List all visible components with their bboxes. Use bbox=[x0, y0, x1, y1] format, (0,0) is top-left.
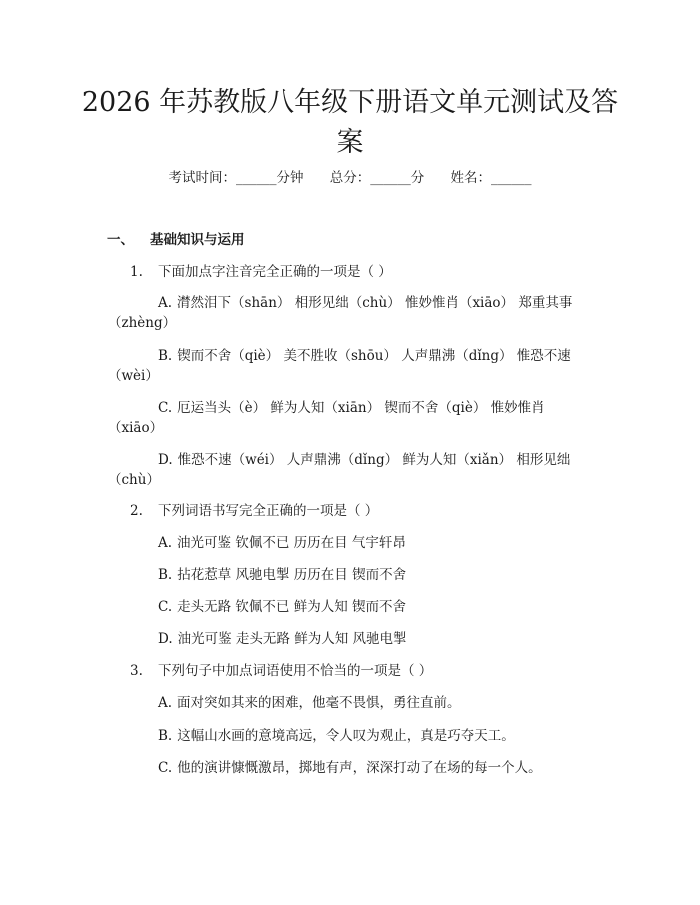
option-letter: A. bbox=[158, 535, 173, 551]
option-text: 这幅山水画的意境高远，令人叹为观止，真是巧夺天工。 bbox=[177, 728, 515, 744]
q3-option-b bbox=[158, 726, 515, 746]
total-score-field: 总分：______分 bbox=[329, 170, 425, 186]
q1-option-d bbox=[158, 450, 570, 470]
option-text: 潸然泪下（shān） 相形见绌（chù） 惟妙惟肖（xiāo） 郑重其事 bbox=[177, 295, 573, 311]
section-title: 基础知识与运用 bbox=[150, 232, 245, 248]
section-number: 一、 bbox=[107, 232, 134, 248]
title-line-2: 案 bbox=[336, 127, 364, 158]
q1-option-a bbox=[158, 293, 572, 313]
option-letter: B. bbox=[158, 348, 173, 364]
section-heading bbox=[107, 230, 245, 250]
question-number: 1. bbox=[130, 264, 143, 280]
question-number: 2. bbox=[130, 503, 143, 519]
q2-option-b bbox=[158, 565, 406, 585]
option-text: 他的演讲慷慨激昂，掷地有声，深深打动了在场的每一个人。 bbox=[177, 760, 542, 776]
option-letter: B. bbox=[158, 567, 173, 583]
option-text: 拈花惹草 风驰电掣 历历在目 锲而不舍 bbox=[177, 567, 407, 583]
exam-meta bbox=[0, 168, 700, 188]
q1-option-c-cont: （xiāo） bbox=[108, 420, 164, 436]
option-text: 厄运当头（è） 鲜为人知（xiān） 锲而不舍（qiè） 惟妙惟肖 bbox=[177, 400, 545, 416]
question-2 bbox=[130, 501, 378, 521]
option-letter: A. bbox=[158, 295, 173, 311]
q2-option-c bbox=[158, 597, 406, 617]
q3-option-c bbox=[158, 758, 542, 778]
option-text: 走头无路 钦佩不已 鲜为人知 锲而不舍 bbox=[177, 599, 407, 615]
exam-time-field: 考试时间：______分钟 bbox=[168, 170, 304, 186]
question-text: 下列词语书写完全正确的一项是（ ） bbox=[158, 503, 379, 519]
question-text: 下面加点字注音完全正确的一项是（ ） bbox=[158, 264, 392, 280]
option-text: 锲而不舍（qiè） 美不胜收（shōu） 人声鼎沸（dǐng） 惟恐不速 bbox=[177, 348, 571, 364]
option-letter: B. bbox=[158, 728, 173, 744]
question-number: 3. bbox=[130, 663, 143, 679]
q2-option-d bbox=[158, 629, 407, 649]
option-letter: C. bbox=[158, 400, 173, 416]
q1-option-c bbox=[158, 398, 545, 418]
option-letter: C. bbox=[158, 760, 173, 776]
question-text: 下列句子中加点词语使用不恰当的一项是（ ） bbox=[158, 663, 433, 679]
option-letter: C. bbox=[158, 599, 173, 615]
option-text: 面对突如其来的困难，他毫不畏惧，勇往直前。 bbox=[177, 695, 461, 711]
question-1 bbox=[130, 262, 392, 282]
title-line-1: 2026 年苏教版八年级下册语文单元测试及答 bbox=[81, 87, 619, 118]
option-letter: A. bbox=[158, 695, 173, 711]
option-letter: D. bbox=[158, 631, 173, 647]
option-text: 油光可鉴 钦佩不已 历历在目 气宇轩昂 bbox=[177, 535, 406, 551]
q1-option-a-cont: （zhèng） bbox=[108, 315, 177, 331]
q1-option-d-cont: （chù） bbox=[108, 472, 160, 488]
name-field: 姓名：______ bbox=[450, 170, 532, 186]
q1-option-b bbox=[158, 346, 571, 366]
question-3 bbox=[130, 661, 432, 681]
q1-option-b-cont: （wèi） bbox=[108, 368, 159, 384]
option-letter: D. bbox=[158, 452, 173, 468]
q3-option-a bbox=[158, 693, 461, 713]
q2-option-a bbox=[158, 533, 406, 553]
page-title bbox=[0, 83, 700, 163]
option-text: 惟恐不速（wéi） 人声鼎沸（dǐng） 鲜为人知（xiǎn） 相形见绌 bbox=[177, 452, 571, 468]
option-text: 油光可鉴 走头无路 鲜为人知 风驰电掣 bbox=[177, 631, 407, 647]
